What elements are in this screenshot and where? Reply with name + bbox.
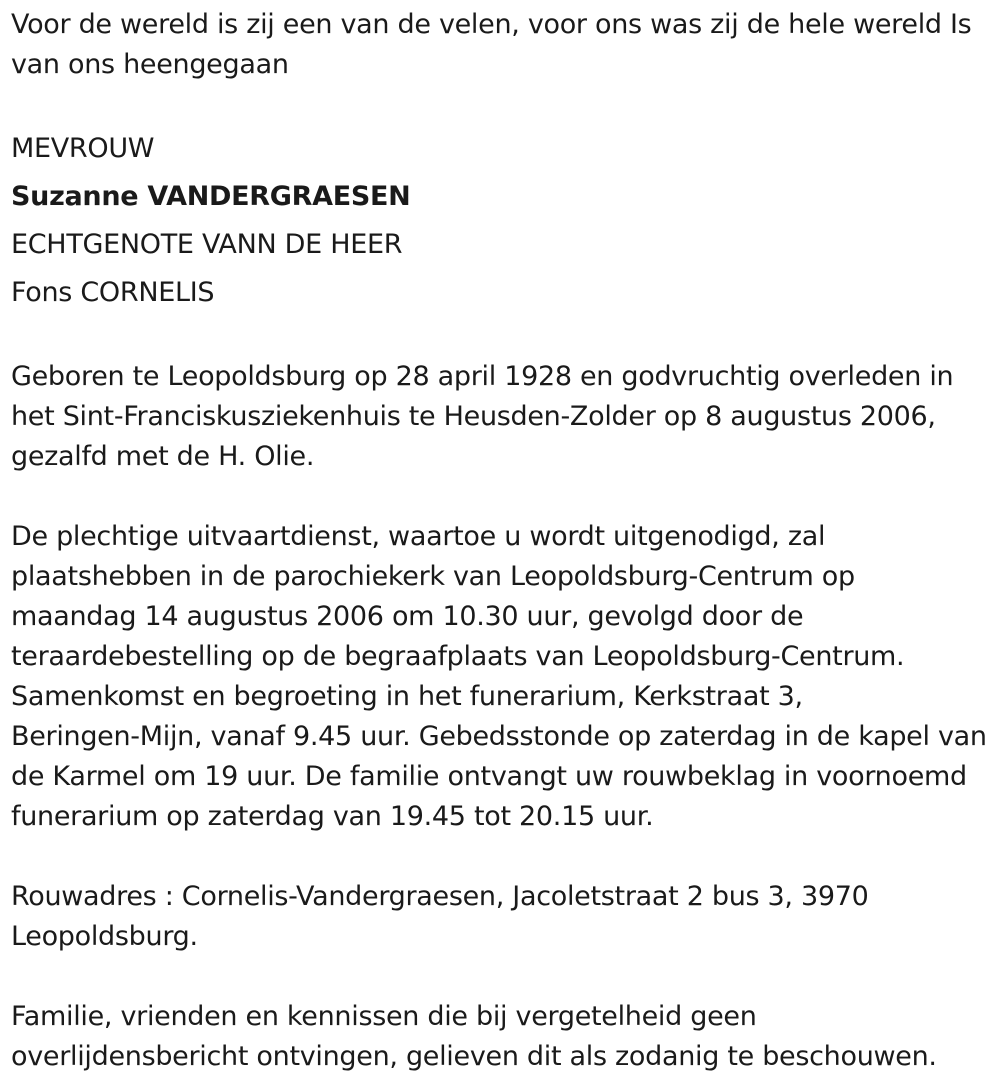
spacer: [11, 477, 991, 517]
paragraph-line: gezalfd met de H. Olie.: [11, 441, 315, 472]
spacer: [11, 957, 991, 997]
paragraph-line: overlijdensbericht ontvingen, gelieven dit als zodanig te beschouwen.: [11, 1041, 937, 1072]
paragraph-line: plaatshebben in de parochiekerk van Leopoldsburg-Centrum op: [11, 561, 855, 592]
paragraph-line: Geboren te Leopoldsburg op 28 april 1928 en godvruchtig overleden in: [11, 361, 954, 392]
funeral-paragraph: [11, 517, 991, 837]
paragraph-line: de Karmel om 19 uur. De familie ontvangt uw rouwbeklag in voornoemd: [11, 761, 967, 792]
paragraph-line: maandag 14 augustus 2006 om 10.30 uur, gevolgd door de: [11, 601, 804, 632]
obituary-notice: [0, 5, 991, 1077]
birth-death-paragraph: [11, 357, 991, 477]
paragraph-line: Beringen-Mijn, vanaf 9.45 uur. Gebedsstonde op zaterdag in de kapel van: [11, 721, 987, 752]
spacer: [11, 837, 991, 877]
closing-paragraph: [11, 997, 991, 1077]
spacer: [11, 317, 991, 357]
paragraph-line: teraardebestelling op de begraafplaats van Leopoldsburg-Centrum.: [11, 641, 905, 672]
spouse-name: Fons CORNELIS: [11, 277, 215, 308]
relation-line: ECHTGENOTE VANN DE HEER: [11, 229, 403, 260]
paragraph-line: Samenkomst en begroeting in het funerarium, Kerkstraat 3,: [11, 681, 803, 712]
person-block: [11, 125, 991, 317]
paragraph-line: Familie, vrienden en kennissen die bij vergetelheid geen: [11, 1001, 757, 1032]
paragraph-line: De plechtige uitvaartdienst, waartoe u wordt uitgenodigd, zal: [11, 521, 826, 552]
spacer: [11, 85, 991, 125]
deceased-name: Suzanne VANDERGRAESEN: [11, 181, 411, 212]
address-paragraph: [11, 877, 991, 957]
paragraph-line: het Sint-Franciskusziekenhuis te Heusden-Zolder op 8 augustus 2006,: [11, 401, 936, 432]
paragraph-line: Leopoldsburg.: [11, 921, 198, 952]
paragraph-line: Rouwadres : Cornelis-Vandergraesen, Jacoletstraat 2 bus 3, 3970: [11, 881, 869, 912]
salutation: MEVROUW: [11, 133, 155, 164]
intro-line: Voor de wereld is zij een van de velen, voor ons was zij de hele wereld Is: [11, 9, 972, 40]
intro-text: [11, 5, 991, 85]
paragraph-line: funerarium op zaterdag van 19.45 tot 20.15 uur.: [11, 801, 654, 832]
intro-line: van ons heengegaan: [11, 49, 289, 80]
